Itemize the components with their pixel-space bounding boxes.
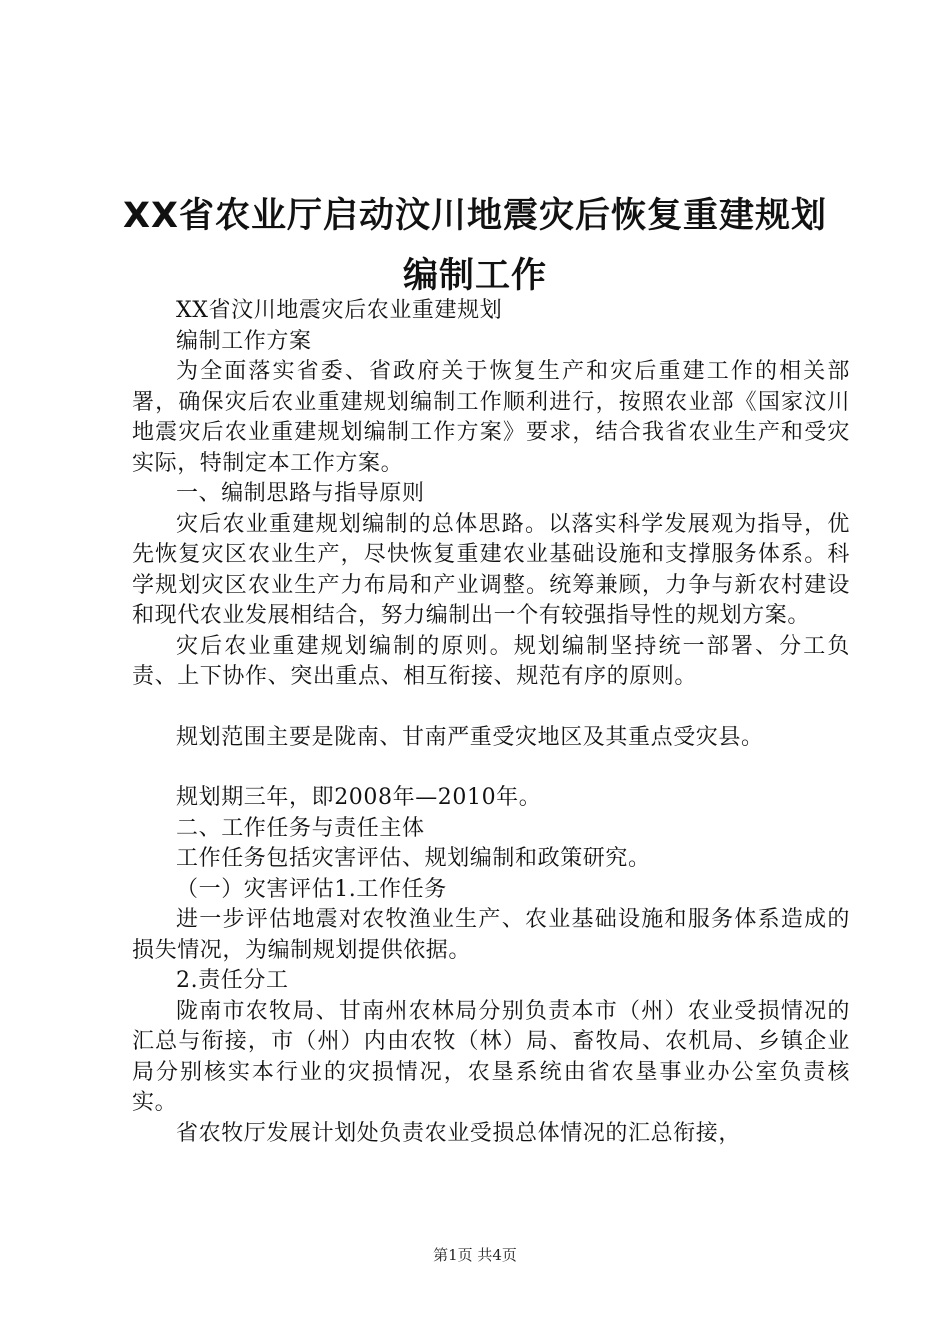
subtitle-line-2: 编制工作方案: [176, 328, 312, 354]
section-heading-1: 一、编制思路与指导原则: [176, 481, 425, 506]
body-paragraph: 陇南市农牧局、甘南州农林局分别负责本市（州）农业受损情况的汇总与衔接，市（州）内由农牧（林）局、畜牧局、农机局、乡镇企业局分别核实本行业的灾损情况，农垦系统由省农垦事业办公室负责核实。: [132, 998, 850, 1115]
body-paragraph: 规划范围主要是陇南、甘南严重受灾地区及其重点受灾县。: [176, 724, 764, 750]
document-title-line-2: 编制工作: [402, 256, 547, 296]
body-paragraph: 进一步评估地震对农牧渔业生产、农业基础设施和服务体系造成的损失情况，为编制规划提供依据。: [132, 907, 850, 963]
document-title-line-1: XX省农业厅启动汶川地震灾后恢复重建规划: [123, 196, 827, 236]
body-paragraph: 工作任务包括灾害评估、规划编制和政策研究。: [176, 846, 651, 871]
body-paragraph: 规划期三年，即2008年—2010年。: [176, 785, 542, 810]
intro-paragraph: 为全面落实省委、省政府关于恢复生产和灾后重建工作的相关部署，确保灾后农业重建规划编制工作顺利进行，按照农业部《国家汶川地震灾后农业重建规划编制工作方案》要求，结合我省农业生产和受灾实际，特制定本工作方案。: [132, 359, 850, 476]
page-footer: 第1页 共4页: [433, 1246, 517, 1264]
subsection-heading: （一）灾害评估1.工作任务: [176, 876, 447, 902]
subtitle-line-1: XX省汶川地震灾后农业重建规划: [176, 298, 503, 323]
body-paragraph: 灾后农业重建规划编制的总体思路。以落实科学发展观为指导，优先恢复灾区农业生产，尽快恢复重建农业基础设施和支撑服务体系。科学规划灾区农业生产力布局和产业调整。统筹兼顾，力争与新农村建设和现代农业发展相结合，努力编制出一个有较强指导性的规划方案。: [132, 511, 850, 628]
subsection-heading: 2.责任分工: [176, 968, 289, 993]
body-paragraph: 省农牧厅发展计划处负责农业受损总体情况的汇总衔接，: [176, 1120, 742, 1146]
body-paragraph: 灾后农业重建规划编制的原则。规划编制坚持统一部署、分工负责、上下协作、突出重点、相互衔接、规范有序的原则。: [132, 633, 850, 689]
section-heading-2: 二、工作任务与责任主体: [176, 815, 425, 841]
document-body: [132, 296, 850, 1149]
